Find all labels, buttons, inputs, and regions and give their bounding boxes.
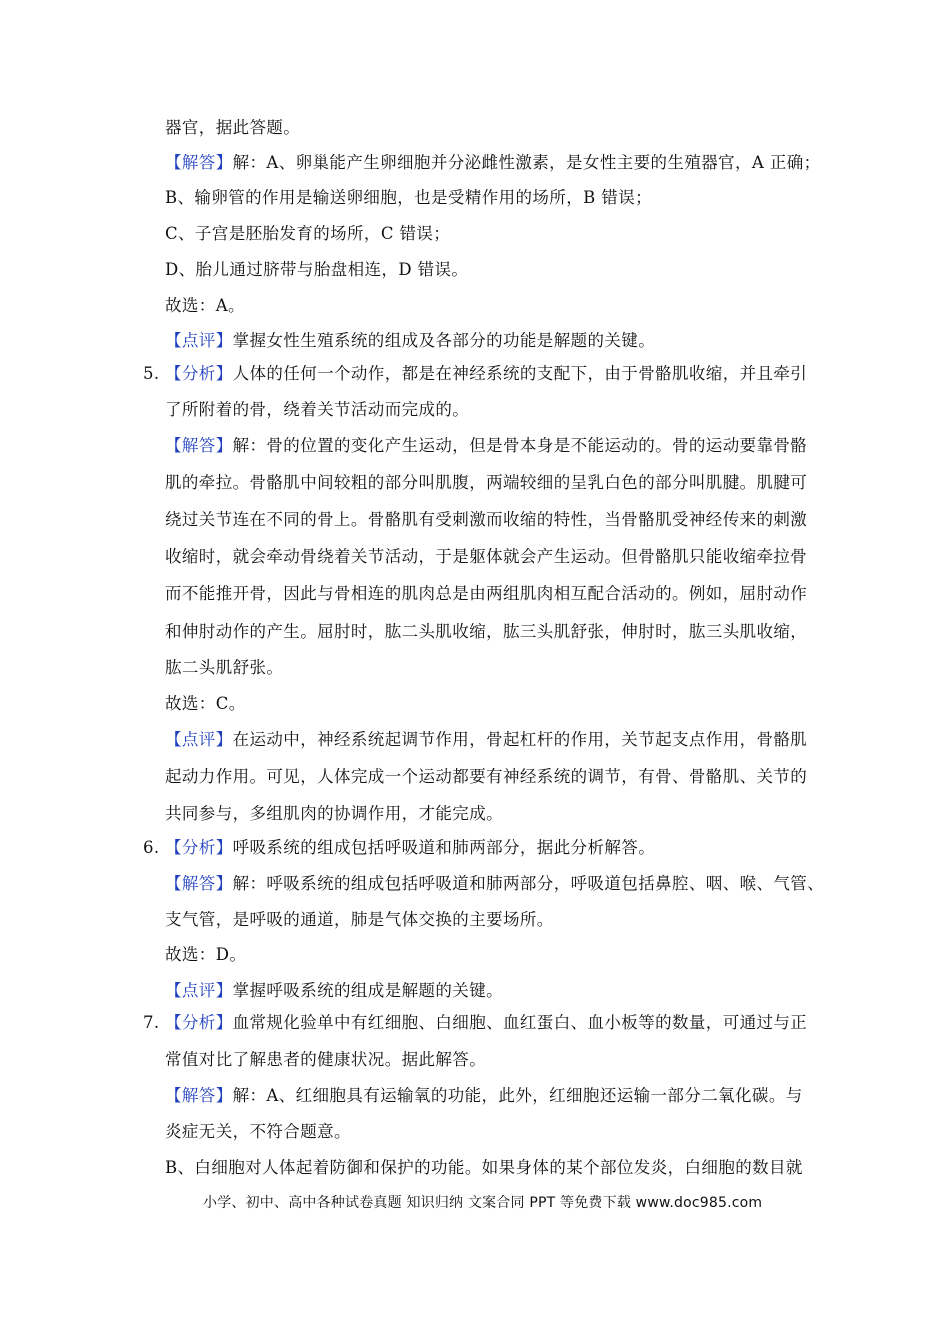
text-line: 【解答】解：呼吸系统的组成包括呼吸道和肺两部分，呼吸道包括鼻腔、咽、喉、气管、 bbox=[165, 874, 825, 893]
question-5-line: 5. 【分析】人体的任何一个动作，都是在神经系统的支配下，由于骨骼肌收缩，并且牵引 bbox=[143, 364, 808, 383]
text-line: 故选：A。 bbox=[165, 296, 245, 315]
question-7-line: 7. 【分析】血常规化验单中有红细胞、白细胞、血红蛋白、血小板等的数量，可通过与正 bbox=[143, 1013, 808, 1032]
question-number: 6. bbox=[143, 838, 160, 857]
comment-tag: 【点评】 bbox=[165, 730, 233, 749]
analysis-tag: 【分析】 bbox=[165, 838, 233, 857]
text-line: 起动力作用。可见，人体完成一个运动都要有神经系统的调节，有骨、骨骼肌、关节的 bbox=[165, 767, 808, 786]
text-line: 收缩时，就会牵动骨绕着关节活动，于是躯体就会产生运动。但骨骼肌只能收缩牵拉骨 bbox=[165, 547, 808, 566]
text-line: C、子宫是胚胎发育的场所，C 错误； bbox=[165, 224, 451, 243]
comment-tag: 【点评】 bbox=[165, 331, 233, 350]
text-line: 共同参与，多组肌肉的协调作用，才能完成。 bbox=[165, 804, 503, 823]
text-line: 故选：D。 bbox=[165, 945, 247, 964]
text-line: 常值对比了解患者的健康状况。据此解答。 bbox=[165, 1050, 487, 1069]
question-number: 7. bbox=[143, 1013, 160, 1032]
text-line: D、胎儿通过脐带与胎盘相连，D 错误。 bbox=[165, 260, 469, 279]
page-footer: 小学、初中、高中各种试卷真题 知识归纳 文案合同 PPT 等免费下载 www.doc985.com bbox=[203, 1195, 763, 1211]
analysis-tag: 【分析】 bbox=[165, 364, 233, 383]
question-6-line: 6. 【分析】呼吸系统的组成包括呼吸道和肺两部分，据此分析解答。 bbox=[143, 838, 656, 857]
text-line: 肱二头肌舒张。 bbox=[165, 658, 284, 677]
answer-tag: 【解答】 bbox=[165, 153, 233, 172]
text-line: 而不能推开骨，因此与骨相连的肌肉总是由两组肌肉相互配合活动的。例如，屈肘动作 bbox=[165, 584, 808, 603]
text-line: 肌的牵拉。骨骼肌中间较粗的部分叫肌腹，两端较细的呈乳白色的部分叫肌腱。肌腱可 bbox=[165, 473, 808, 492]
text-line: 故选：C。 bbox=[165, 694, 246, 713]
answer-tag: 【解答】 bbox=[165, 436, 233, 455]
text-line: 和伸肘动作的产生。屈肘时，肱二头肌收缩，肱三头肌舒张，伸肘时，肱三头肌收缩， bbox=[165, 622, 808, 641]
analysis-tag: 【分析】 bbox=[165, 1013, 233, 1032]
text-line: 炎症无关，不符合题意。 bbox=[165, 1122, 351, 1141]
text-line: 支气管，是呼吸的通道，肺是气体交换的主要场所。 bbox=[165, 910, 554, 929]
text-line: 【点评】掌握女性生殖系统的组成及各部分的功能是解题的关键。 bbox=[165, 331, 656, 350]
text-line: 绕过关节连在不同的骨上。骨骼肌有受刺激而收缩的特性，当骨骼肌受神经传来的刺激 bbox=[165, 510, 808, 529]
question-number: 5. bbox=[143, 364, 160, 383]
answer-tag: 【解答】 bbox=[165, 1086, 233, 1105]
text-line: 器官，据此答题。 bbox=[165, 118, 301, 137]
comment-tag: 【点评】 bbox=[165, 981, 233, 1000]
text-line: B、白细胞对人体起着防御和保护的功能。如果身体的某个部位发炎，白细胞的数目就 bbox=[165, 1158, 803, 1177]
text-line: 【解答】解：A、红细胞具有运输氧的功能，此外，红细胞还运输一部分二氧化碳。与 bbox=[165, 1086, 803, 1105]
text-line: 了所附着的骨，绕着关节活动而完成的。 bbox=[165, 400, 470, 419]
text-line: 【点评】掌握呼吸系统的组成是解题的关键。 bbox=[165, 981, 504, 1000]
text-line: 【解答】解：A、卵巢能产生卵细胞并分泌雌性激素，是女性主要的生殖器官，A 正确； bbox=[165, 153, 821, 172]
text-line: 【点评】在运动中，神经系统起调节作用，骨起杠杆的作用，关节起支点作用，骨骼肌 bbox=[165, 730, 808, 749]
answer-tag: 【解答】 bbox=[165, 874, 233, 893]
text-line: B、输卵管的作用是输送卵细胞，也是受精作用的场所，B 错误； bbox=[165, 188, 652, 207]
text-line: 【解答】解：骨的位置的变化产生运动，但是骨本身是不能运动的。骨的运动要靠骨骼 bbox=[165, 436, 808, 455]
